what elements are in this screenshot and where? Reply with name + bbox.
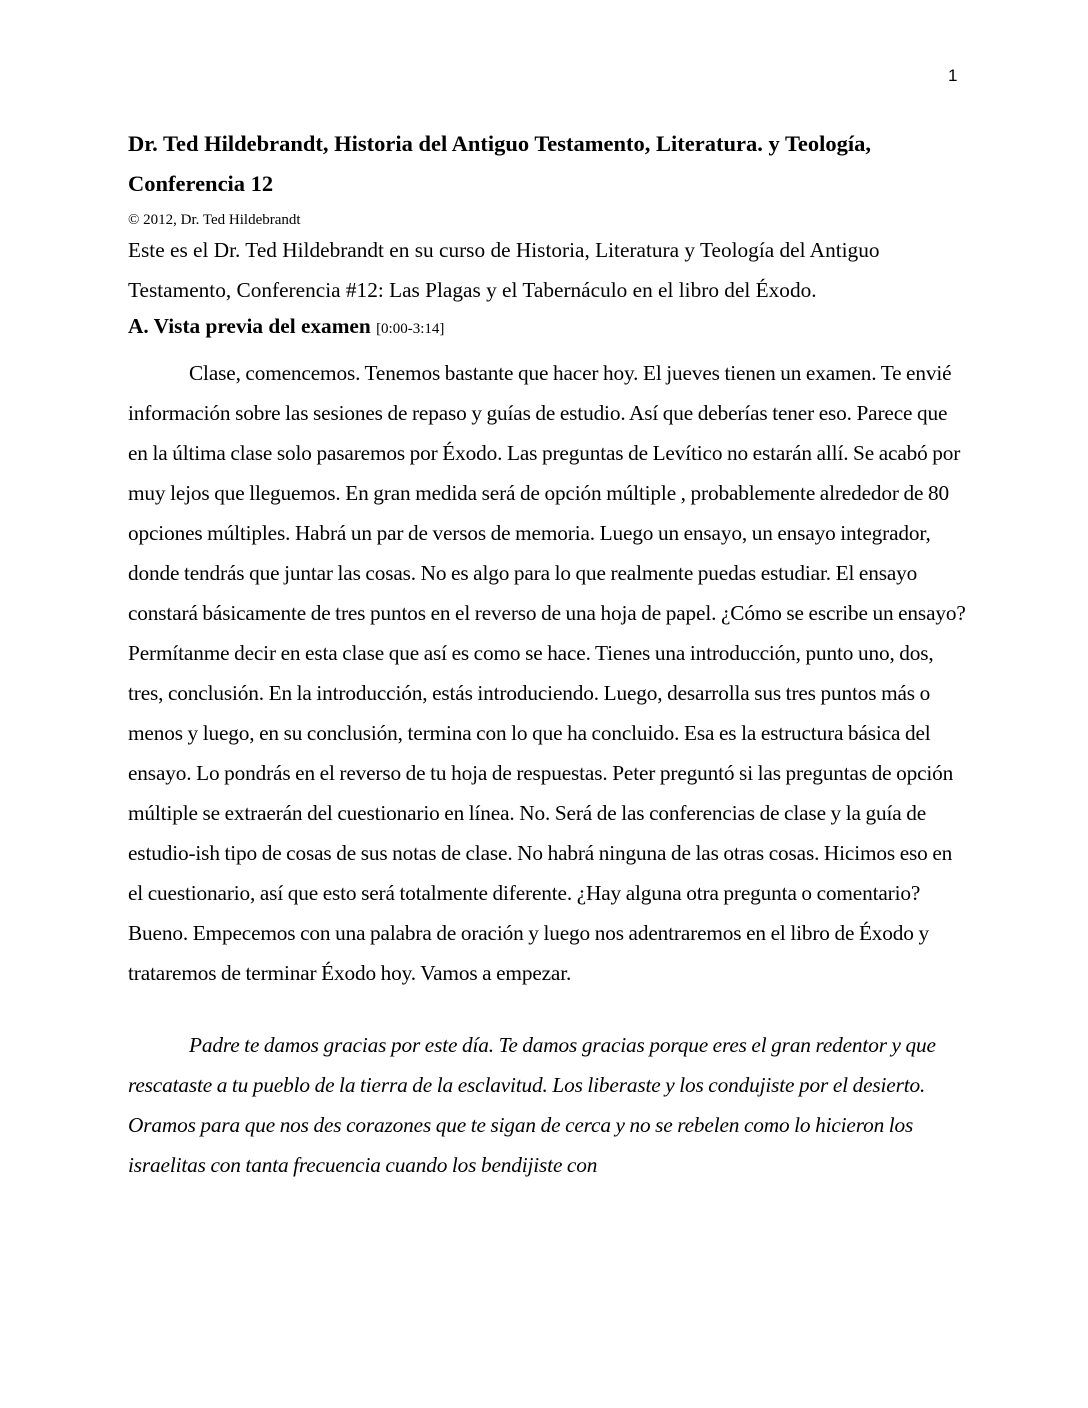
document-body xyxy=(128,124,968,1185)
copyright-line: © 2012, Dr. Ted Hildebrandt xyxy=(128,212,301,228)
intro-paragraph: Este es el Dr. Ted Hildebrandt en su curso de Historia, Literatura y Teología del Antiguo Testamento, Conferencia #12: Las Plagas y el Tabernáculo en el libro del Éxodo. xyxy=(128,238,880,302)
page-number: 1 xyxy=(948,66,958,85)
prayer-paragraph: Padre te damos gracias por este día. Te damos gracias porque eres el gran redentor y que rescataste a tu pueblo de la tierra de la esclavitud. Los liberaste y los condujiste por el desierto. Oramos para que nos des corazones que te sigan de cerca y no se rebelen como lo hicieron los israelitas con tanta frecuencia cuando los bendijiste con xyxy=(128,1033,936,1177)
body-paragraph: Clase, comencemos. Tenemos bastante que hacer hoy. El jueves tienen un examen. Te envié información sobre las sesiones de repaso y guías de estudio. Así que deberías tener eso. Parece que en la última clase solo pasaremos por Éxodo. Las preguntas de Levítico no estarán allí. Se acabó por muy lejos que lleguemos. En gran medida será de opción múltiple , probablemente alrededor de 80 opciones múltiples. Habrá un par de versos de memoria. Luego un ensayo, un ensayo integrador, donde tendrás que juntar las cosas. No es algo para lo que realmente puedas estudiar. El ensayo constará básicamente de tres puntos en el reverso de una hoja de papel. ¿Cómo se escribe un ensayo? Permítanme decir en esta clase que así es como se hace. Tienes una introducción, punto uno, dos, tres, conclusión. En la introducción, estás introduciendo. Luego, desarrolla sus tres puntos más o menos y luego, en su conclusión, termina con lo que ha concluido. Esa es la estructura básica del ensayo. Lo pondrás en el reverso de tu hoja de respuestas. Peter preguntó si las preguntas de opción múltiple se extraerán del cuestionario en línea. No. Será de las conferencias de clase y la guía de estudio-ish tipo de cosas de sus notas de clase. No habrá ninguna de las otras cosas. Hicimos eso en el cuestionario, así que esto será totalmente diferente. ¿Hay alguna otra pregunta o comentario? Bueno. Empecemos con una palabra de oración y luego nos adentraremos en el libro de Éxodo y trataremos de terminar Éxodo hoy. Vamos a empezar. xyxy=(128,361,966,985)
section-timestamp: [0:00-3:14] xyxy=(376,321,445,337)
section-heading-text: A. Vista previa del examen xyxy=(128,314,371,338)
document-title: Dr. Ted Hildebrandt, Historia del Antiguo Testamento, Literatura. y Teología, Conferencia 12 xyxy=(128,131,871,196)
section-heading xyxy=(128,310,968,345)
